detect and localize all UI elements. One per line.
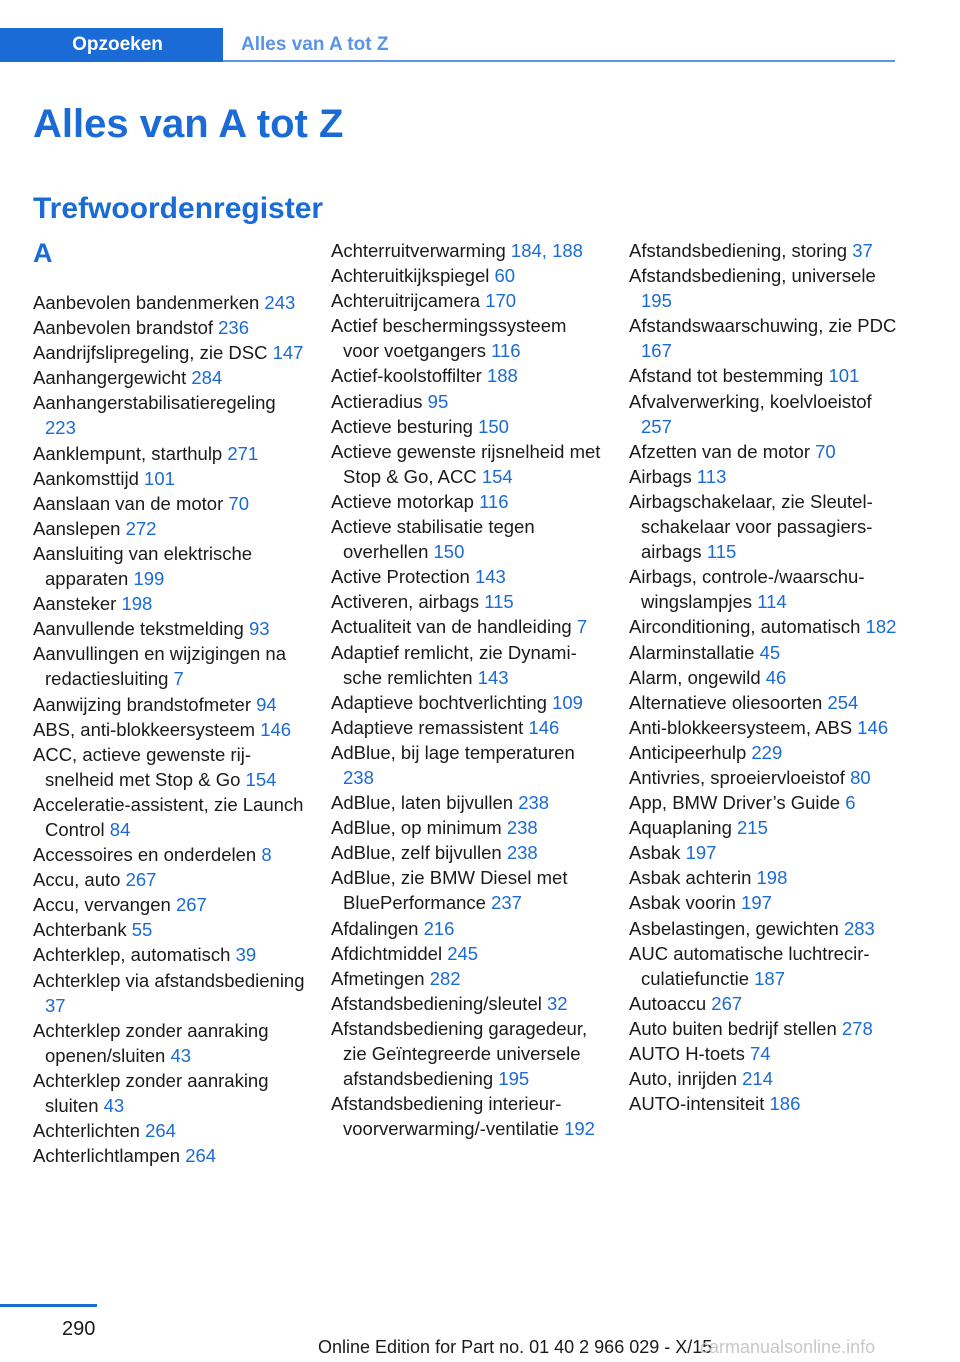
entry-term: Achterklep zonder aanraking sluiten — [33, 1069, 269, 1116]
entry-page-link[interactable]: 198 — [756, 867, 788, 889]
entry-term: Airbags — [629, 465, 697, 487]
entry-page-link[interactable]: 80 — [850, 766, 871, 788]
entry-term: Actualiteit van de handleiding — [331, 616, 577, 638]
header-bar — [0, 28, 895, 62]
entry-page-link[interactable]: 272 — [125, 517, 157, 539]
entry-term: Accu, vervangen — [33, 894, 176, 916]
entry-term: AUTO-intensiteit — [629, 1093, 770, 1115]
entry-page-link[interactable]: 37 — [852, 240, 873, 261]
entry-term: Alternatieve oliesoorten — [629, 691, 828, 713]
index-entry — [629, 389, 901, 439]
index-column-1 — [33, 238, 305, 1168]
index-entry — [33, 792, 305, 842]
index-entry — [33, 717, 305, 742]
entry-term: Accessoires en onderdelen — [33, 844, 262, 866]
entry-page-link[interactable]: 214 — [742, 1068, 773, 1090]
index-entry — [331, 941, 603, 966]
entry-term: Adaptieve bochtverlichting — [331, 691, 553, 713]
entry-page-link[interactable]: 101 — [828, 365, 860, 387]
index-entry — [629, 313, 901, 363]
entry-term: Achterruitverwarming — [331, 240, 511, 261]
entry-term: Aansteker — [33, 593, 122, 615]
index-entry — [33, 516, 305, 541]
index-entry — [629, 1091, 901, 1116]
index-entry — [331, 740, 603, 790]
index-entry — [331, 363, 603, 388]
index-entry — [629, 890, 901, 915]
index-entry — [629, 690, 901, 715]
entry-term: Alarminstallatie — [629, 641, 760, 663]
index-column-2 — [331, 238, 603, 1141]
index-entry — [629, 991, 901, 1016]
entry-term: Aanslaan van de motor — [33, 492, 229, 514]
entry-term: AUTO H-toets — [629, 1043, 750, 1064]
entry-term: Afdichtmiddel — [331, 942, 448, 964]
index-entry — [33, 1068, 305, 1118]
index-entry — [331, 614, 603, 639]
entry-page-link[interactable]: 282 — [429, 967, 461, 989]
entry-page-link[interactable]: 55 — [131, 919, 153, 941]
index-entry — [629, 665, 901, 690]
entry-page-link[interactable]: 7 — [173, 668, 184, 690]
index-entry — [629, 564, 901, 614]
index-entry — [331, 489, 603, 514]
entry-term: Achteruitrijcamera — [331, 290, 486, 312]
entry-term: Acceleratie-assistent, zie Launch Control — [33, 793, 304, 840]
entry-term: AdBlue, laten bijvullen — [331, 792, 519, 814]
index-entry — [331, 916, 603, 941]
index-column-3 — [629, 238, 901, 1116]
index-entry — [629, 865, 901, 890]
entry-term: Actieve motorkap — [331, 490, 480, 512]
entry-term: AUC automatische luchtrecirculatiefunctie — [629, 942, 870, 989]
entry-term: Asbak voorin — [629, 892, 742, 914]
entry-term: Accu, auto — [33, 869, 126, 891]
index-entry — [33, 867, 305, 892]
index-entry — [629, 263, 901, 313]
entry-page-link[interactable]: 267 — [711, 992, 743, 1014]
entry-page-link[interactable]: 186 — [769, 1093, 801, 1115]
entry-page-link[interactable]: 229 — [751, 741, 783, 763]
index-entry — [33, 1018, 305, 1068]
index-entry — [33, 365, 305, 390]
entry-term: Actieve besturing — [331, 415, 479, 437]
header-divider — [223, 60, 895, 62]
index-entry — [331, 840, 603, 865]
index-entry — [331, 414, 603, 439]
entry-term: Actieradius — [331, 390, 428, 412]
entry-page-link[interactable]: 43 — [103, 1095, 125, 1116]
entry-page-link[interactable]: 114 — [757, 591, 787, 613]
entry-term: Asbak achterin — [629, 867, 757, 889]
entry-term: Afzetten van de motor — [629, 440, 816, 462]
entry-page-link[interactable]: 238 — [506, 817, 538, 839]
index-entry — [629, 1041, 901, 1066]
entry-page-link[interactable]: 147 — [272, 342, 304, 364]
index-entry — [33, 541, 305, 591]
entry-term: Achterklep zonder aanraking openen/sluiten — [33, 1019, 269, 1066]
entry-page-link[interactable]: 143 — [474, 566, 506, 588]
index-entry — [629, 1016, 901, 1041]
entry-term: Autoaccu — [629, 992, 712, 1014]
entry-page-link[interactable]: 216 — [423, 917, 455, 939]
entry-term: Achterklep via afstandsbediening — [33, 969, 305, 991]
index-entry — [33, 290, 305, 315]
entry-page-link[interactable]: 74 — [749, 1043, 771, 1064]
entry-term: Achterklep, automatisch — [33, 944, 236, 966]
index-entry — [331, 815, 603, 840]
entry-term: Anti-blokkeersysteem, ABS — [629, 716, 858, 738]
index-entry — [331, 564, 603, 589]
entry-page-link[interactable]: 238 — [343, 766, 374, 788]
index-entry — [33, 742, 305, 792]
entry-term: Aanklempunt, starthulp — [33, 442, 228, 464]
index-letter-heading: A — [33, 238, 53, 268]
index-entry — [629, 765, 901, 790]
entry-page-link[interactable]: 197 — [685, 842, 717, 864]
entry-page-link[interactable]: 245 — [447, 942, 479, 964]
index-entry — [33, 466, 305, 491]
entry-term: Adaptieve remassistent — [331, 716, 529, 738]
entry-term: Adaptief remlicht, zie Dynamische remlichten — [331, 641, 577, 688]
entry-term: Achterbank — [33, 919, 132, 941]
entry-page-link[interactable]: 154 — [245, 768, 277, 790]
index-entry — [33, 917, 305, 942]
entry-page-link[interactable]: 146 — [857, 716, 889, 738]
index-entry — [33, 340, 305, 365]
entry-page-link[interactable]: 46 — [765, 666, 787, 688]
entry-term: Aansluiting van elektrische apparaten — [33, 542, 253, 590]
entry-page-link[interactable]: 271 — [227, 442, 259, 464]
entry-term: Aanbevolen brandstof — [33, 317, 219, 339]
entry-page-link[interactable]: 267 — [175, 894, 207, 916]
entry-page-link[interactable]: 223 — [45, 417, 76, 439]
entry-term: Afstandsbediening/sleutel — [331, 992, 547, 1014]
entry-term: Aandrijfslipregeling, zie DSC — [33, 342, 273, 364]
entry-term: AdBlue, op minimum — [331, 817, 507, 839]
index-entry — [629, 740, 901, 765]
entry-page-link[interactable]: 94 — [256, 693, 277, 715]
entry-term: Alarm, ongewild — [629, 666, 766, 688]
entry-page-link[interactable]: 264 — [145, 1120, 176, 1142]
entry-page-link[interactable]: 43 — [170, 1044, 192, 1066]
entry-page-link[interactable]: 188 — [486, 365, 518, 387]
breadcrumb[interactable]: Alles van A tot Z — [241, 34, 389, 55]
entry-term: Actief beschermingssysteem voor voetgangers — [331, 315, 567, 362]
index-entry — [331, 865, 603, 915]
entry-term: Asbak — [629, 842, 686, 864]
entry-term: Airbagschakelaar, zie Sleutelschakelaar voor passagiersairbags — [629, 490, 873, 563]
entry-page-link[interactable]: 199 — [133, 568, 165, 590]
entry-page-link[interactable]: 115 — [706, 541, 737, 563]
entry-term: Active Protection — [331, 566, 475, 588]
entry-page-link[interactable]: 197 — [741, 892, 772, 914]
index-entry — [331, 238, 603, 263]
index-entry — [629, 489, 901, 564]
entry-term: ABS, anti-blokkeersysteem — [33, 718, 261, 740]
index-entry — [629, 439, 901, 464]
index-entry — [331, 1016, 603, 1091]
entry-term: Afstandsbediening interieurvoorverwarming/-ventilatie — [331, 1093, 565, 1140]
index-entry — [331, 439, 603, 489]
entry-term: Afdalingen — [331, 917, 424, 939]
entry-term: Asbelastingen, gewichten — [629, 917, 844, 939]
entry-term: Achterlichten — [33, 1120, 146, 1142]
page-subtitle: Trefwoordenregister — [33, 192, 324, 225]
entry-term: Airbags, controle-/waarschuwingslampjes — [629, 566, 865, 613]
entry-term: Aquaplaning — [629, 817, 738, 839]
entry-page-link[interactable]: 143 — [477, 666, 509, 688]
entry-page-link[interactable]: 167 — [641, 340, 672, 362]
entry-page-link[interactable]: 278 — [841, 1017, 873, 1039]
entry-term: ACC, actieve gewenste rijsnelheid met Stop & Go — [33, 743, 251, 790]
index-entry — [33, 315, 305, 340]
entry-term: Auto, inrijden — [629, 1068, 743, 1090]
entry-term: Afstandsbediening, universele — [629, 265, 876, 287]
index-entry — [33, 842, 305, 867]
entry-page-link[interactable]: 238 — [518, 792, 550, 814]
entry-term: Aanvullingen en wijzigingen na redactiesluiting — [33, 643, 287, 690]
index-entry — [629, 840, 901, 865]
entry-term: Afmetingen — [331, 967, 430, 989]
entry-page-link[interactable]: 215 — [737, 817, 768, 839]
entry-term: Afstandswaarschuwing, zie PDC — [629, 315, 897, 337]
entry-page-link[interactable]: 150 — [433, 541, 465, 563]
index-entry — [33, 441, 305, 466]
entry-page-link[interactable]: 187 — [754, 967, 785, 989]
index-entry — [331, 991, 603, 1016]
entry-term: Activeren, airbags — [331, 591, 485, 613]
entry-term: Auto buiten bedrijf stellen — [629, 1017, 842, 1039]
index-entry — [629, 715, 901, 740]
entry-page-link[interactable]: 116 — [479, 490, 509, 512]
entry-term: Aanvullende tekstmelding — [33, 618, 249, 640]
entry-page-link[interactable]: 243 — [264, 292, 296, 313]
entry-term: Achteruitkijkspiegel — [331, 265, 495, 287]
entry-term: Afstand tot bestemming — [629, 365, 829, 387]
entry-page-link[interactable]: 39 — [235, 944, 257, 966]
entry-term: AdBlue, zelf bijvullen — [331, 842, 507, 864]
entry-term: Aanslepen — [33, 517, 126, 539]
edition-note: Online Edition for Part no. 01 40 2 966 029 - X/15 — [318, 1337, 713, 1357]
entry-page-link[interactable]: 37 — [45, 994, 66, 1016]
entry-page-link[interactable]: 93 — [248, 618, 270, 640]
index-entry — [33, 491, 305, 516]
index-entry — [331, 640, 603, 690]
entry-page-link[interactable]: 257 — [641, 415, 672, 437]
entry-page-link[interactable]: 70 — [815, 440, 836, 462]
index-entry — [629, 790, 901, 815]
index-entry — [33, 1143, 305, 1168]
entry-page-link[interactable]: 184, 188 — [510, 240, 583, 261]
entry-page-link[interactable]: 283 — [843, 917, 875, 939]
index-entry — [33, 968, 305, 1018]
entry-page-link[interactable]: 170 — [485, 290, 517, 312]
entry-page-link[interactable]: 198 — [121, 593, 153, 615]
entry-page-link[interactable]: 195 — [498, 1068, 530, 1090]
entry-term: Actief-koolstoffilter — [331, 365, 487, 387]
entry-term: AdBlue, zie BMW Diesel met BluePerformance — [331, 867, 568, 914]
entry-page-link[interactable]: 8 — [261, 844, 272, 866]
entry-page-link[interactable]: 113 — [696, 465, 727, 487]
entry-page-link[interactable]: 238 — [506, 842, 538, 864]
entry-term: App, BMW Driver’s Guide — [629, 792, 846, 814]
entry-page-link[interactable]: 95 — [427, 390, 449, 412]
watermark-text: carmanualsonline.info — [700, 1337, 876, 1357]
index-entry — [33, 1118, 305, 1143]
entry-page-link[interactable]: 115 — [484, 591, 514, 613]
index-entry — [331, 313, 603, 363]
entry-page-link[interactable]: 45 — [759, 641, 781, 663]
entry-page-link[interactable]: 32 — [546, 992, 568, 1014]
entry-term: Actieve gewenste rijsnelheid met Stop & Go, ACC — [331, 440, 601, 487]
entry-term: Aankomsttijd — [33, 467, 145, 489]
index-entry — [629, 941, 901, 991]
entry-term: Afvalverwerking, koelvloeistof — [629, 390, 872, 412]
entry-term: Afstandsbediening, storing — [629, 240, 853, 261]
entry-term: Actieve stabilisatie tegen overhellen — [331, 516, 535, 563]
entry-page-link[interactable]: 236 — [218, 317, 250, 339]
index-entry — [33, 942, 305, 967]
entry-page-link[interactable]: 146 — [528, 716, 560, 738]
index-entry — [33, 641, 305, 691]
entry-page-link[interactable]: 70 — [228, 492, 249, 514]
index-entry — [331, 1091, 603, 1141]
entry-term: AdBlue, bij lage temperaturen — [331, 741, 575, 763]
index-entry — [629, 1066, 901, 1091]
index-entry — [33, 692, 305, 717]
index-entry — [331, 715, 603, 740]
entry-term: Aanwijzing brandstofmeter — [33, 693, 257, 715]
index-entry — [331, 790, 603, 815]
index-entry — [331, 288, 603, 313]
index-entry — [33, 616, 305, 641]
entry-term: Airconditioning, automatisch — [629, 616, 866, 638]
page-title: Alles van A tot Z — [33, 102, 344, 146]
entry-page-link[interactable]: 264 — [185, 1145, 217, 1167]
entry-page-link[interactable]: 284 — [191, 367, 223, 389]
section-tab[interactable]: Opzoeken — [0, 28, 223, 62]
entry-page-link[interactable]: 195 — [641, 290, 672, 312]
entry-page-link[interactable]: 84 — [109, 818, 131, 840]
index-entry — [331, 514, 603, 564]
index-entry — [629, 614, 901, 639]
index-entry — [629, 916, 901, 941]
index-entry — [33, 892, 305, 917]
entry-page-link[interactable]: 182 — [865, 616, 897, 638]
entry-page-link[interactable]: 6 — [845, 792, 856, 814]
page-number: 290 — [62, 1318, 96, 1340]
entry-page-link[interactable]: 267 — [125, 869, 157, 891]
entry-page-link[interactable]: 116 — [491, 340, 521, 362]
index-entry — [629, 363, 901, 388]
entry-page-link[interactable]: 254 — [827, 691, 859, 713]
entry-term: Antivries, sproeiervloeistof — [629, 766, 851, 788]
entry-page-link[interactable]: 150 — [478, 415, 509, 437]
entry-page-link[interactable]: 7 — [576, 616, 588, 638]
entry-page-link[interactable]: 154 — [481, 465, 513, 487]
footer-rule — [0, 1304, 97, 1307]
index-entry — [331, 966, 603, 991]
index-entry — [331, 589, 603, 614]
entry-page-link[interactable]: 237 — [491, 892, 522, 914]
entry-page-link[interactable]: 60 — [494, 265, 516, 287]
index-entry — [331, 690, 603, 715]
index-entry — [629, 815, 901, 840]
entry-term: Anticipeerhulp — [629, 741, 752, 763]
entry-page-link[interactable]: 192 — [564, 1118, 595, 1140]
index-entry — [629, 464, 901, 489]
entry-term: Aanhangerstabilisatieregeling — [33, 392, 276, 414]
entry-page-link[interactable]: 109 — [552, 691, 583, 713]
entry-term: Aanbevolen bandenmerken — [33, 292, 265, 313]
entry-page-link[interactable]: 101 — [144, 467, 175, 489]
index-entry — [33, 390, 305, 440]
entry-term: Afstandsbediening garagedeur, zie Geïntegreerde universele afstandsbediening — [331, 1017, 588, 1090]
index-entry — [331, 263, 603, 288]
entry-term: Achterlichtlampen — [33, 1145, 186, 1167]
index-entry — [331, 389, 603, 414]
index-entry — [33, 591, 305, 616]
entry-page-link[interactable]: 146 — [260, 718, 292, 740]
entry-term: Aanhangergewicht — [33, 367, 192, 389]
index-entry — [629, 238, 901, 263]
index-entry — [629, 640, 901, 665]
